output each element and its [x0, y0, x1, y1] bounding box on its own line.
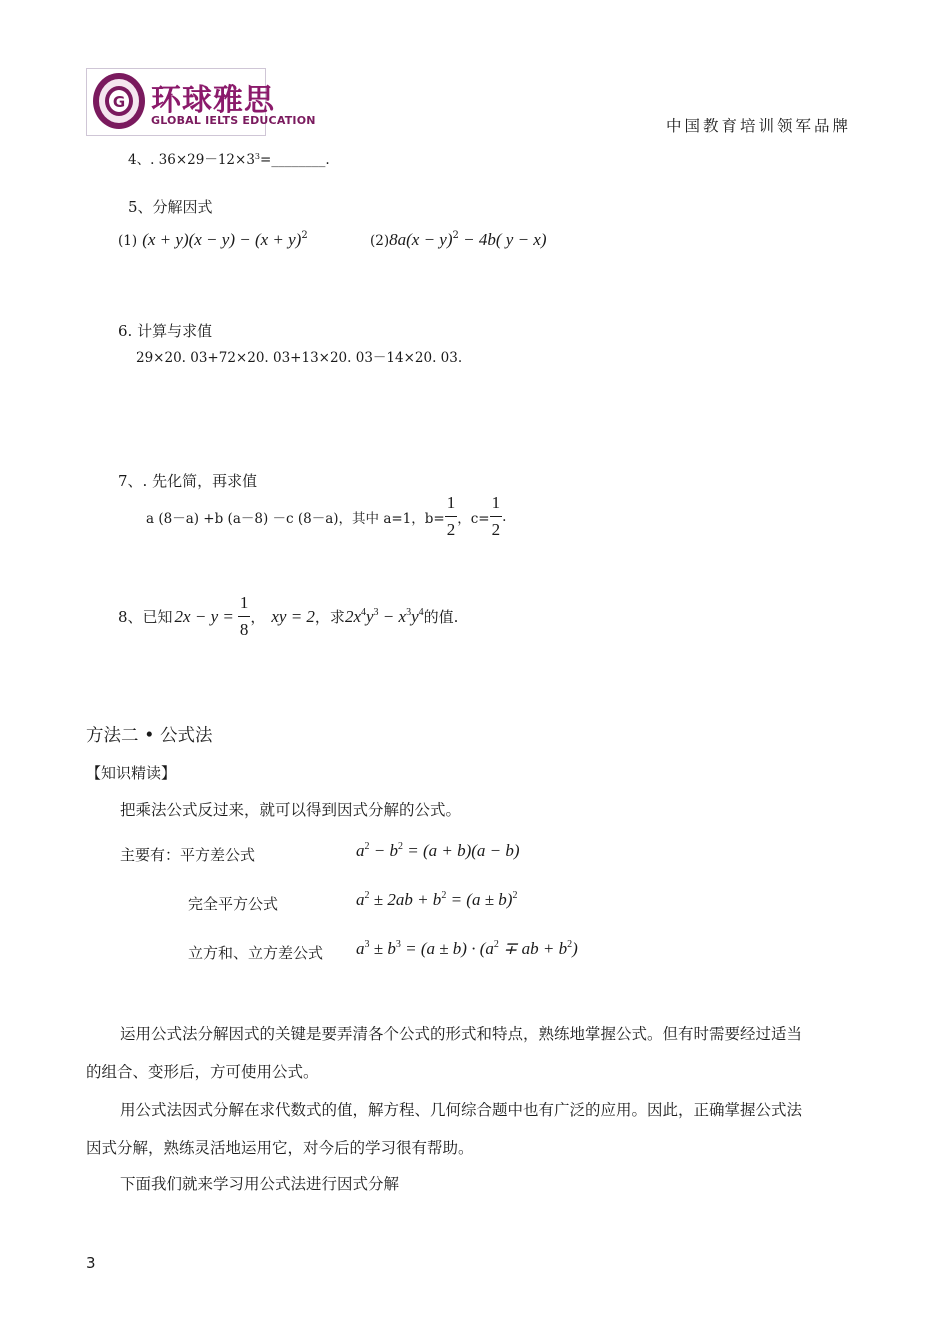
part-2-exponent: 2 [452, 230, 459, 241]
paragraph-1-line-2: 的组合、变形后，方可使用公式。 [86, 1063, 319, 1081]
difference-of-squares-formula: $a^2 - b^2 = (a + b)(a - b)$ [356, 841, 520, 860]
question-8-sep2: ，求 [314, 608, 345, 626]
paragraph-3: 下面我们就来学习用公式法进行因式分解 [120, 1175, 400, 1193]
question-4 [128, 148, 330, 168]
section-heading: 方法二 • 公式法 [86, 726, 213, 746]
logo-chinese-name: 环球雅思 [151, 83, 275, 118]
difference-of-squares-label: 主要有：平方差公式 [120, 846, 256, 864]
question-4-exponent: 3 [254, 152, 261, 161]
question-8-label: 8、已知 [118, 608, 173, 626]
question-7-expression [146, 490, 506, 543]
logo-english-name: GLOBAL IELTS EDUCATION [151, 114, 316, 127]
fraction-one-eighth [238, 590, 251, 643]
question-5-part-1 [118, 230, 308, 250]
cube-formula: $a^3 \pm b^3 = (a \pm b) \cdot (a^2$ ∓ ab + $b^2$) [356, 939, 578, 958]
question-7-mid: ，c= [457, 510, 490, 527]
brand-logo [86, 68, 316, 136]
question-4-text: 4、. 36×29－12×3 [128, 152, 255, 168]
paragraph-1-line-1: 运用公式法分解因式的关键是要弄清各个公式的形式和特点，熟练地掌握公式。但有时需要经过适当 [120, 1025, 803, 1043]
part-2-label: (2) [370, 233, 390, 249]
question-4-blank: =________. [260, 152, 330, 168]
page-number: 3 [86, 1254, 96, 1272]
question-8-product: xy = 2 [271, 606, 315, 626]
question-6-expression: 29×20. 03+72×20. 03+13×20. 03－14×20. 03. [136, 350, 463, 366]
cube-formula-label: 立方和、立方差公式 [188, 944, 324, 962]
question-8-tail: 的值. [423, 608, 459, 626]
question-7-end: . [502, 508, 507, 525]
part-1-exponent: 2 [301, 230, 308, 241]
knowledge-heading: 【知识精读】 [86, 764, 177, 782]
question-8 [118, 590, 458, 643]
paragraph-2-line-2: 因式分解，熟练灵活地运用它，对今后的学习很有帮助。 [86, 1139, 474, 1157]
svg-text:G: G [112, 93, 126, 111]
part-1-label: (1) [118, 233, 138, 249]
fraction-c [490, 490, 503, 543]
fraction-b-denominator: 2 [446, 520, 456, 539]
question-6-title: 6. 计算与求值 [118, 322, 213, 340]
intro-text: 把乘法公式反过来，就可以得到因式分解的公式。 [120, 801, 462, 819]
fraction-c-numerator: 1 [490, 490, 503, 517]
question-8-sep1: ， [250, 608, 266, 626]
fraction-b-numerator: 1 [445, 490, 458, 517]
fraction-denominator: 8 [239, 620, 249, 639]
part-1-expression: (x + y)(x − y) − (x + y) [142, 230, 302, 249]
question-8-target: $2x^4y^3 - x^3y^4$ [344, 606, 424, 626]
question-5-part-2 [370, 230, 547, 250]
paragraph-2-line-1: 用公式法因式分解在求代数式的值，解方程、几何综合题中也有广泛的应用。因此，正确掌握公式法 [120, 1101, 803, 1119]
part-2-expression-b: − 4b( y − x) [458, 230, 547, 249]
fraction-c-denominator: 2 [491, 520, 501, 539]
header-tagline: 中国教育培训领军品牌 [666, 117, 852, 135]
globe-emblem-icon [91, 71, 147, 131]
question-8-equation: 2x − y = [174, 606, 234, 626]
fraction-b [445, 490, 458, 543]
part-2-expression-a: 8a(x − y) [389, 230, 453, 249]
question-5-title: 5、分解因式 [128, 198, 213, 216]
fraction-numerator: 1 [238, 590, 251, 617]
perfect-square-label: 完全平方公式 [188, 895, 279, 913]
perfect-square-formula: $a^2 \pm 2ab + b^2 = (a \pm b)^2$ [356, 890, 518, 909]
question-7-title: 7、. 先化简，再求值 [118, 472, 258, 490]
question-7-text: a (8－a) +b (a－8) －c (8－a)，其中 a=1，b= [146, 510, 445, 527]
